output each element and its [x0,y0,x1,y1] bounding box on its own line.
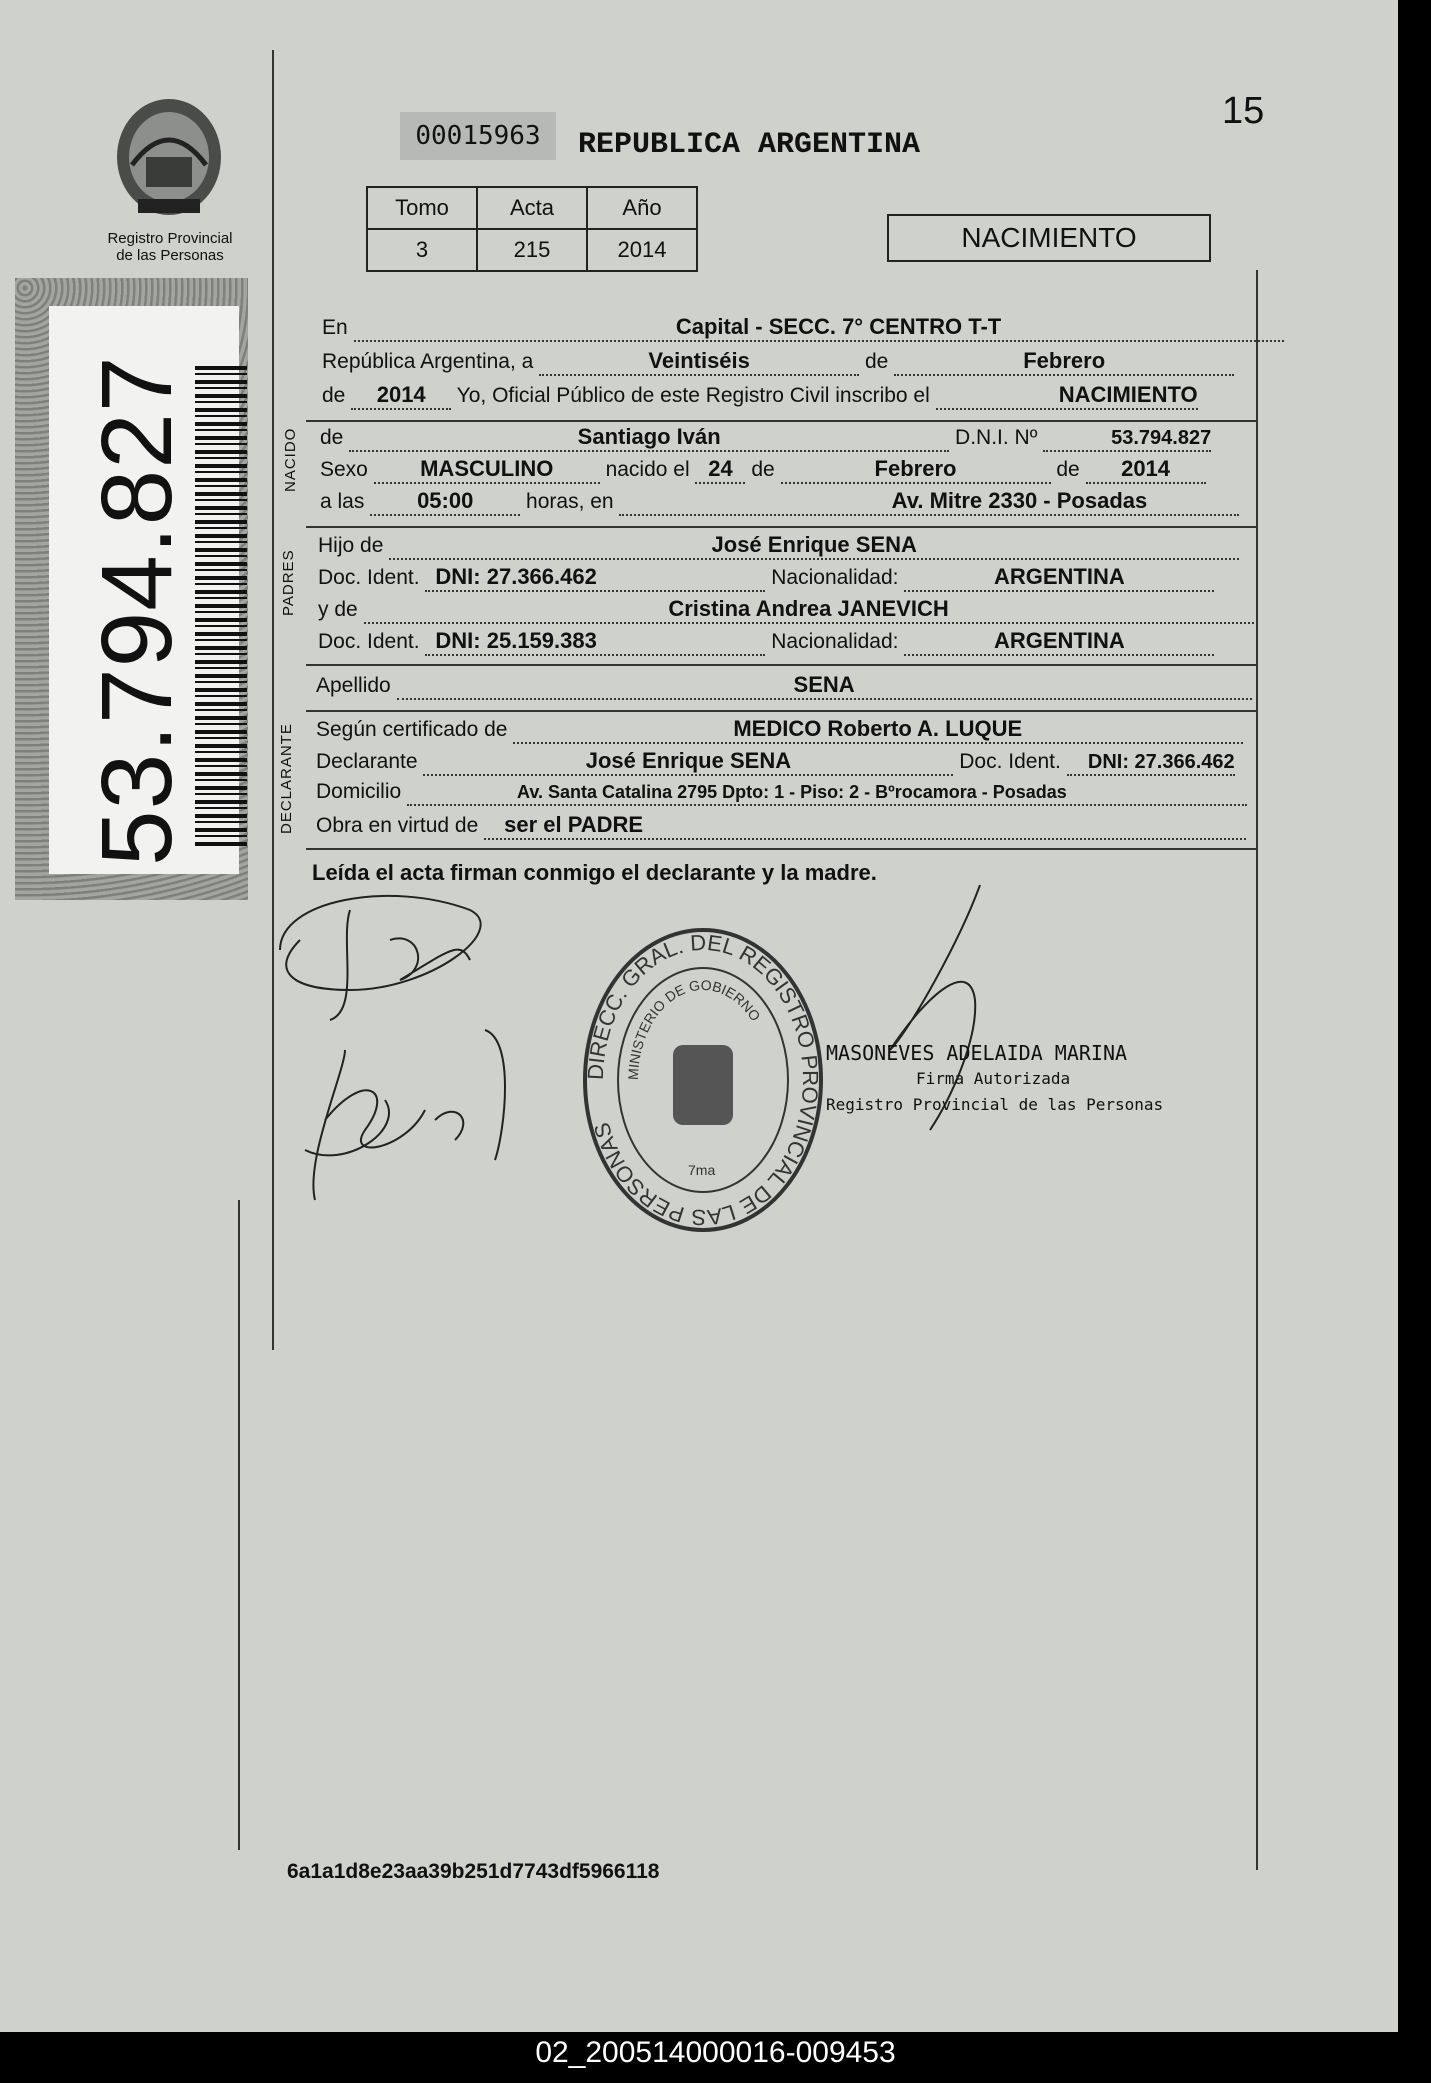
intro-republica-row [322,348,1234,376]
table-header: Acta [477,187,587,229]
page-number: 15 [1222,90,1265,132]
left-border-line [272,50,274,1350]
field-label: Doc. Ident. [318,566,420,589]
father-doc-value: DNI: 27.366.462 [435,564,597,589]
field-value [389,532,1239,560]
inscribe-value: NACIMIENTO [1058,382,1198,407]
intro-officer-row [322,382,1198,410]
footer-label: 02_200514000016-009453 [535,2036,896,2069]
field-value [397,672,1252,700]
tomo-acta-table [366,186,698,272]
field-value [364,596,1254,624]
field-label: Domicilio [316,780,402,803]
field-label: nacido el [605,458,690,481]
declarante-doc-value: DNI: 27.366.462 [1087,751,1235,773]
field-value [351,382,451,410]
seal-inner-text: MINISTERIO DE GOBIERNO [624,976,764,1081]
left-lower-border-line [238,1200,240,1850]
field-value [539,348,859,376]
officer-text: Yo, Oficial Público de este Registro Civil inscribo el [456,384,930,407]
birth-place-value: Av. Mitre 2330 - Posadas [891,488,1148,513]
declarant-signature [270,880,500,1030]
apellido-row [316,672,1252,700]
field-label: Obra en virtud de [316,814,479,837]
nacido-name-row [320,424,1211,452]
apellido-value: SENA [793,672,855,697]
right-border-line [1256,270,1258,1870]
barcode [195,366,247,846]
father-name-value: José Enrique SENA [711,532,917,557]
sexo-value: MASCULINO [420,456,554,481]
dni-strip-number: 53.794.827 [81,355,193,866]
province-emblem [110,95,228,225]
field-label: de [865,350,889,373]
birth-year-value: 2014 [1121,456,1171,481]
field-label: Apellido [316,674,391,697]
field-value [425,564,765,592]
registry-label [90,230,250,264]
field-label: a las [320,490,365,513]
field-value [619,488,1239,516]
padres-section-label: PADRES [280,549,297,616]
father-nat-value: ARGENTINA [993,564,1125,589]
table-cell: 3 [367,229,477,271]
declarante-value: José Enrique SENA [585,748,792,773]
section-divider [306,664,1256,666]
mother-nat-value: ARGENTINA [993,628,1125,653]
birth-month-value: Febrero [874,456,957,481]
registry-seal [578,925,828,1235]
nacido-sexo-row [320,456,1206,484]
table-cell: 2014 [587,229,697,271]
field-label: D.N.I. Nº [955,426,1038,449]
closing-text: Leída el acta firman conmigo el declarante y la madre. [312,860,877,885]
obra-value: ser el PADRE [504,812,644,837]
field-value [904,564,1214,592]
intro-en-row [322,314,1284,342]
seal-outer-text: DIRECC. GRAL. DEL REGISTRO PROVINCIAL DE LAS PERSONAS [582,929,824,1231]
field-label: de [320,426,344,449]
field-value [484,812,1246,840]
field-value [1086,456,1206,484]
field-label: Nacionalidad: [771,630,899,653]
declarante-cert-row [316,716,1243,744]
dni-strip [15,278,248,900]
field-value [354,314,1284,342]
field-value [936,382,1198,410]
page-title: REPUBLICA ARGENTINA [578,128,921,162]
field-value [781,456,1051,484]
padres-mother-doc-row [318,628,1214,656]
mother-name-value: Cristina Andrea JANEVICH [668,596,949,621]
day-value: Veintiséis [648,348,750,373]
field-label: Hijo de [318,534,384,557]
table-cell: 215 [477,229,587,271]
cert-value: MEDICO Roberto A. LUQUE [733,716,1023,741]
field-label: Sexo [320,458,368,481]
field-label: República Argentina, a [322,350,534,373]
field-label: Doc. Ident. [318,630,420,653]
document-number: 00015963 [400,112,556,160]
field-label: de [1056,458,1080,481]
field-label: horas, en [526,490,614,513]
field-value [894,348,1234,376]
declarante-obra-row [316,812,1246,840]
field-label: Doc. Ident. [959,750,1061,773]
year-value: 2014 [376,382,426,407]
child-dni-value: 53.794.827 [1111,427,1212,449]
mother-signature [285,1010,545,1210]
stamp-line1: MASONEVES ADELAIDA MARINA [826,1041,1128,1065]
declarante-section-label: DECLARANTE [278,723,295,834]
declarante-name-row [316,748,1235,776]
field-value [904,628,1214,656]
mother-doc-value: DNI: 25.159.383 [435,628,597,653]
stamp-line3: Registro Provincial de las Personas [826,1095,1164,1114]
field-value [370,488,520,516]
field-label: y de [318,598,358,621]
table-header: Año [587,187,697,229]
en-value: Capital - SECC. 7° CENTRO T-T [675,314,1002,339]
section-divider [306,526,1256,528]
padres-mother-row [318,596,1254,624]
registry-label-line2: de las Personas [116,247,224,264]
padres-father-doc-row [318,564,1214,592]
padres-father-row [318,532,1239,560]
field-value [513,716,1243,744]
field-value [374,456,600,484]
field-label: En [322,316,348,339]
field-value [1067,750,1235,776]
section-divider [306,420,1256,422]
authorized-stamp [826,1040,1163,1118]
document-hash: 6a1a1d8e23aa39b251d7743df5966118 [287,1860,660,1883]
field-value [423,748,953,776]
field-label: de [751,458,775,481]
field-value [695,456,745,484]
stamp-line2: Firma Autorizada [916,1069,1071,1088]
field-label: Nacionalidad: [771,566,899,589]
birth-day-value: 24 [708,456,733,481]
field-value [1043,426,1211,452]
dni-strip-label [49,306,239,874]
field-value [425,628,765,656]
declarante-domicilio-row [316,780,1247,806]
record-type-box: NACIMIENTO [887,214,1211,262]
month-value: Febrero [1023,348,1106,373]
field-value [349,424,949,452]
nacido-section-label: NACIDO [282,427,299,492]
child-name-value: Santiago Iván [577,424,721,449]
field-label: de [322,384,346,407]
table-header: Tomo [367,187,477,229]
field-label: Según certificado de [316,718,508,741]
domicilio-value: Av. Santa Catalina 2795 Dpto: 1 - Piso: 2 - Bºrocamora - Posadas [517,782,1067,802]
registry-label-line1: Registro Provincial [107,230,233,247]
birth-time-value: 05:00 [417,488,474,513]
nacido-hora-row [320,488,1239,516]
seal-bottom-text: 7ma [688,1162,716,1178]
section-divider [306,848,1256,850]
field-label: Declarante [316,750,418,773]
field-value [407,780,1247,806]
section-divider [306,710,1256,712]
